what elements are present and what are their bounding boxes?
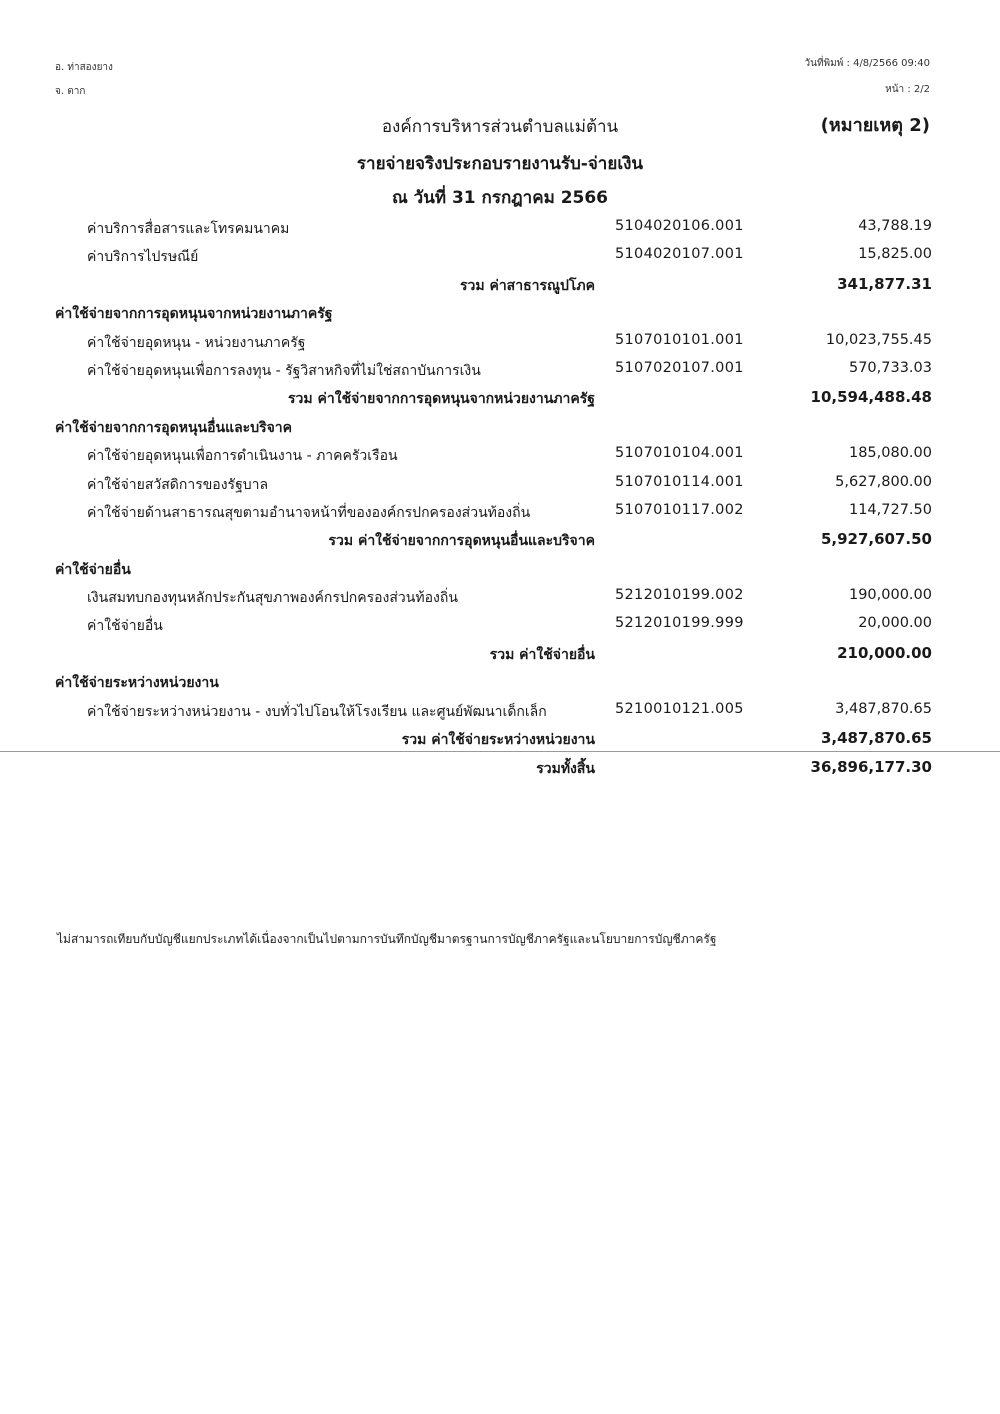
print-date xyxy=(805,56,930,71)
subtotal-row xyxy=(0,723,1000,751)
row-label: รวม ค่าใช้จ่ายระหว่างหน่วยงาน xyxy=(401,732,595,749)
table-row xyxy=(0,468,1000,496)
amount: 185,080.00 xyxy=(848,445,932,462)
table-row xyxy=(0,326,1000,354)
page-number xyxy=(885,82,930,97)
page-number-value: 2/2 xyxy=(913,84,930,95)
row-label: ค่าใช้จ่ายด้านสาธารณสุขตามอำนาจหน้าที่ขององค์กรปกครองส่วนท้องถิ่น xyxy=(87,504,531,521)
table-row xyxy=(0,695,1000,723)
account-code: 5104020107.001 xyxy=(615,246,744,263)
row-label: ค่าใช้จ่ายระหว่างหน่วยงาน - งบทั่วไปโอนให้โรงเรียน และศูนย์พัฒนาเด็กเล็ก xyxy=(87,703,547,720)
print-date-value: 4/8/2566 09:40 xyxy=(853,58,930,69)
row-label: ค่าใช้จ่ายอื่น xyxy=(55,561,131,578)
subtotal-row xyxy=(0,382,1000,410)
footnote: ไม่สามารถเทียบกับบัญชีแยกประเภทได้เนื่องจากเป็นไปตามการบันทึกบัญชีมาตรฐานการบัญชีภาครัฐและนโยบายการบัญชีภาครัฐ xyxy=(57,932,717,946)
account-code: 5107010117.002 xyxy=(615,501,744,518)
amount: 114,727.50 xyxy=(848,501,932,518)
account-code: 5212010199.002 xyxy=(615,587,744,604)
subtotal-row xyxy=(0,638,1000,666)
expense-table xyxy=(0,212,1000,781)
section-heading xyxy=(0,297,1000,325)
amount: 15,825.00 xyxy=(858,246,932,263)
account-code: 5107020107.001 xyxy=(615,359,744,376)
table-row xyxy=(0,496,1000,524)
row-label: รวม ค่าใช้จ่ายจากการอุดหนุนอื่นและบริจาค xyxy=(328,533,595,550)
account-code: 5107010104.001 xyxy=(615,445,744,462)
report-date: ณ วันที่ 31 กรกฎาคม 2566 xyxy=(391,188,609,208)
account-code: 5210010121.005 xyxy=(615,700,744,717)
row-label: ค่าใช้จ่ายระหว่างหน่วยงาน xyxy=(55,675,219,692)
amount: 10,594,488.48 xyxy=(810,388,932,407)
grand-total-row xyxy=(0,751,1000,780)
amount: 5,927,607.50 xyxy=(820,530,932,549)
amount: 341,877.31 xyxy=(837,274,932,293)
row-label: ค่าใช้จ่ายอุดหนุนเพื่อการดำเนินงาน - ภาคครัวเรือน xyxy=(87,448,398,465)
table-row xyxy=(0,439,1000,467)
amount: 3,487,870.65 xyxy=(835,700,932,717)
subtotal-row xyxy=(0,269,1000,297)
amount: 3,487,870.65 xyxy=(820,729,932,748)
subtotal-row xyxy=(0,524,1000,552)
row-label: ค่าใช้จ่ายจากการอุดหนุนอื่นและบริจาค xyxy=(55,419,293,436)
row-label: ค่าใช้จ่ายอุดหนุน - หน่วยงานภาครัฐ xyxy=(87,334,306,351)
row-label: ค่าใช้จ่ายอื่น xyxy=(87,618,163,635)
note-reference: (หมายเหตุ 2) xyxy=(820,115,930,136)
print-date-label: วันที่พิมพ์ : xyxy=(804,58,850,69)
account-code: 5212010199.999 xyxy=(615,615,744,632)
row-label: ค่าใช้จ่ายจากการอุดหนุนจากหน่วยงานภาครัฐ xyxy=(55,306,333,323)
row-label: รวมทั้งสิ้น xyxy=(536,761,595,778)
table-row xyxy=(0,581,1000,609)
section-heading xyxy=(0,553,1000,581)
row-label: ค่าบริการสื่อสารและโทรคมนาคม xyxy=(87,221,290,237)
row-label: ค่าใช้จ่ายอุดหนุนเพื่อการลงทุน - รัฐวิสาหกิจที่ไม่ใช่สถาบันการเงิน xyxy=(87,362,481,379)
row-label: ค่าบริการไปรษณีย์ xyxy=(87,249,199,266)
row-label: ค่าใช้จ่ายสวัสดิการของรัฐบาล xyxy=(87,476,269,493)
report-title: รายจ่ายจริงประกอบรายงานรับ-จ่ายเงิน xyxy=(356,154,644,174)
district-label: อ. ท่าสองยาง xyxy=(55,62,113,73)
amount: 20,000.00 xyxy=(858,615,932,632)
row-label: รวม ค่าสาธารณูปโภค xyxy=(459,277,595,294)
amount: 210,000.00 xyxy=(837,643,932,662)
account-code: 5107010114.001 xyxy=(615,473,744,490)
account-code: 5104020106.001 xyxy=(615,218,744,234)
row-label: รวม ค่าใช้จ่ายจากการอุดหนุนจากหน่วยงานภาครัฐ xyxy=(288,391,595,408)
section-heading xyxy=(0,666,1000,694)
amount: 570,733.03 xyxy=(848,359,932,376)
amount: 43,788.19 xyxy=(858,218,932,234)
amount: 190,000.00 xyxy=(848,587,932,604)
page-number-label: หน้า : xyxy=(885,84,911,95)
account-code: 5107010101.001 xyxy=(615,331,744,348)
province-label: จ. ตาก xyxy=(55,86,86,97)
organization-name: องค์การบริหารส่วนตำบลแม่ต้าน xyxy=(381,117,619,137)
table-row xyxy=(0,354,1000,382)
amount: 36,896,177.30 xyxy=(810,758,932,777)
table-row xyxy=(0,609,1000,637)
section-heading xyxy=(0,411,1000,439)
table-row xyxy=(0,212,1000,240)
table-row xyxy=(0,240,1000,268)
row-label: รวม ค่าใช้จ่ายอื่น xyxy=(489,646,595,663)
amount: 5,627,800.00 xyxy=(835,473,932,490)
row-label: เงินสมทบกองทุนหลักประกันสุขภาพองค์กรปกครองส่วนท้องถิ่น xyxy=(87,590,458,607)
amount: 10,023,755.45 xyxy=(825,331,932,348)
